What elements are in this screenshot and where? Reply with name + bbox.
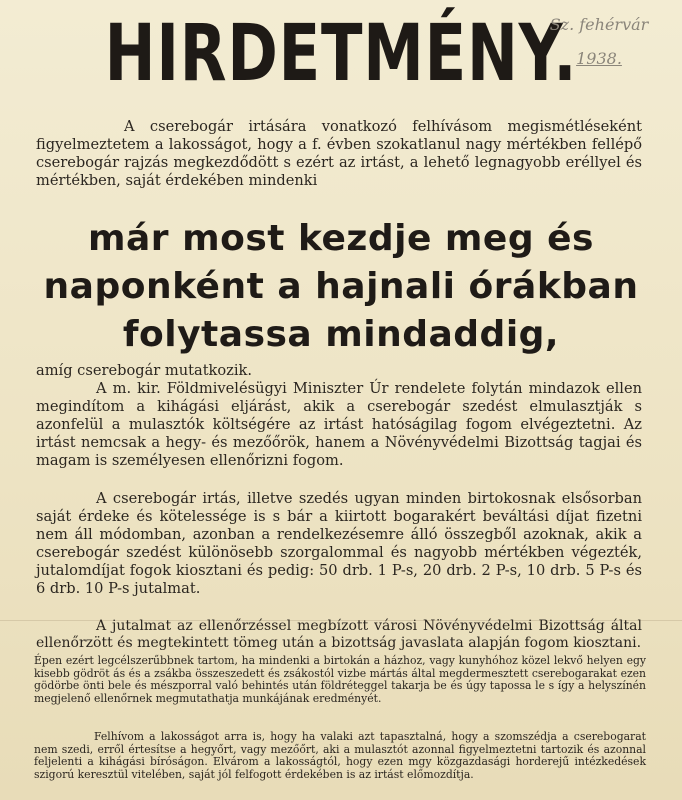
ministry-paragraph: A m. kir. Földmivelésügyi Miniszter Úr rendelete folytán mindazok ellen megindítom a kihágási eljárást, akik a cserebogár szedést elmulasztják s azonfelül a mulasztók költségére az irtást hatóságilag fogom elvégeztetni. Az irtást nemcsak a hegy- és mezőőrök, hanem a Növényvédelmi Bizottság tagjai és magam is személyesen ellenőrizni fogom. xyxy=(36,380,642,469)
notice-title: HIRDETMÉNY. xyxy=(104,9,578,99)
handwritten-annotation xyxy=(534,14,664,70)
headline-line-3: folytassa mindaddig, xyxy=(122,314,560,355)
headline-line-1: már most kezdje meg és xyxy=(88,218,594,259)
instructions-paragraph: Épen ezért legcélszerűbbnek tartom, ha mindenki a birtokán a házhoz, vagy kunyhóhoz közel lekvő helyen egy kisebb gödröt ás és a zsákba összeszedett és zsákostól vizbe mártás által megdermesztett cserebogarakat ezen gödörbe önti bele és mészporral való behintés után földréteggel takarja be és úgy tapossa le s így a helyszínén megjelenő ellenőrnek megmutathatja munkájának eredményét. xyxy=(34,654,646,705)
handwritten-place: Sz. fehérvár xyxy=(549,15,649,34)
headline-line-2: naponként a hajnali órákban xyxy=(43,266,639,307)
handwritten-year: 1938. xyxy=(576,49,622,68)
reporting-paragraph: Felhívom a lakosságot arra is, hogy ha valaki azt tapasztalná, hogy a szomszédja a cserebogarat nem szedi, erről értesítse a hegyőrt, vagy mezőőrt, aki a mulasztót azonnal figyelmeztetni tartozik és azonnal feljelenti a kihágási bíróságon. Elvárom a lakosságtól, hogy ezen mgy közgazdasági horderejű intézkedések szigorú keresztül vitelében, saját jól felfogott érdekében is az irtást előmozdítja. xyxy=(34,730,646,781)
intro-paragraph: A cserebogár irtására vonatkozó felhívásom megismétléseként figyelmeztetem a lakosságot, hogy a f. évben szokatlanul nagy mértékben fellépő cserebogár rajzás megkezdődött s ezért az irtást, a lehető legnagyobb eréllyel és mértékben, saját érdekében mindenki xyxy=(36,118,642,189)
committee-paragraph: A jutalmat az ellenőrzéssel megbízott városi Növényvédelmi Bizottság által ellenőrzött és megtekintett tömeg után a bizottság javaslata alapján fogom kiosztani. xyxy=(36,618,642,651)
reward-paragraph: A cserebogár irtás, illetve szedés ugyan minden birtokosnak elsősorban saját érdeke és kötelessége is s bár a kiirtott bogarakért beváltási díjat fizetni nem áll módomban, azonban a rendelkezésemre álló összegből azoknak, akik a cserebogár szedést különösebb szorgalommal és nagyobb mértékben végezték, jutalomdíjat fogok kiosztani és pedig: 50 drb. 1 P-s, 20 drb. 2 P-s, 10 drb. 5 P-s és 6 drb. 10 P-s jutalmat. xyxy=(36,490,642,597)
continuation-line: amíg cserebogár mutatkozik. xyxy=(36,362,253,379)
